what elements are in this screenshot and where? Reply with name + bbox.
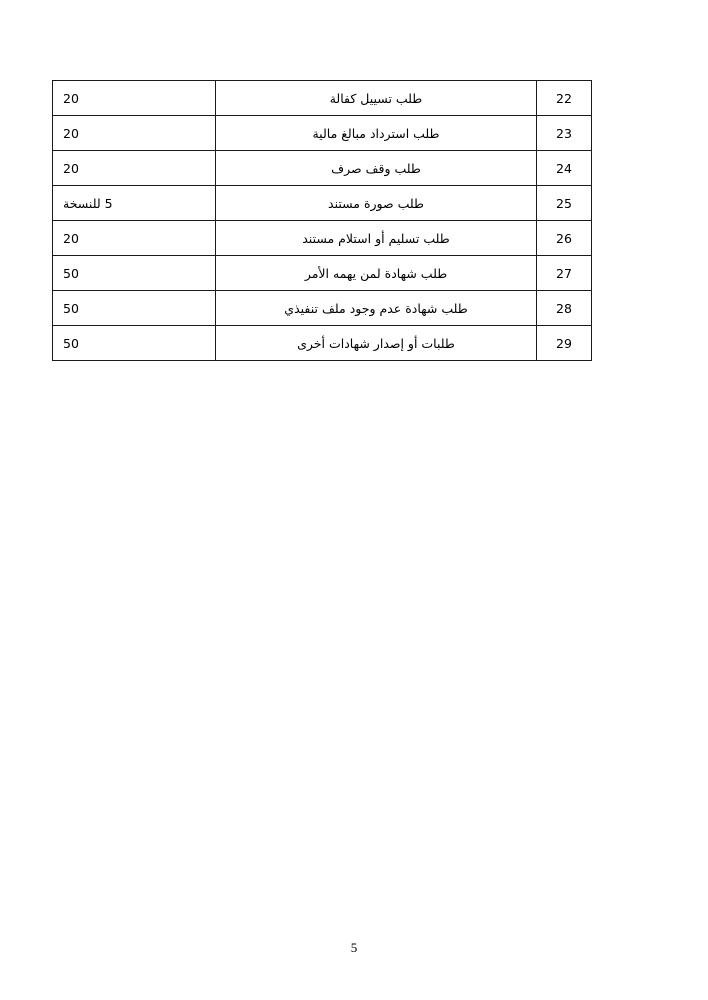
row-description-cell: طلبات أو إصدار شهادات أخرى	[216, 326, 537, 361]
row-description-cell: طلب استرداد مبالغ مالية	[216, 116, 537, 151]
page-number: 5	[350, 940, 358, 955]
row-number-cell: 27	[537, 256, 592, 291]
row-fee-cell: 20	[53, 151, 216, 186]
fees-table-container	[63, 80, 592, 361]
table-row	[53, 256, 592, 291]
row-description-cell: طلب شهادة عدم وجود ملف تنفيذي	[216, 291, 537, 326]
row-number-cell: 29	[537, 326, 592, 361]
row-fee-cell: 50	[53, 291, 216, 326]
row-number-cell: 25	[537, 186, 592, 221]
fees-table	[52, 80, 592, 361]
table-row	[53, 291, 592, 326]
row-fee-cell: 50	[53, 256, 216, 291]
row-description-cell: طلب تسليم أو استلام مستند	[216, 221, 537, 256]
row-number-cell: 26	[537, 221, 592, 256]
row-fee-cell: 20	[53, 116, 216, 151]
table-row	[53, 186, 592, 221]
row-description-cell: طلب وقف صرف	[216, 151, 537, 186]
row-description-cell: طلب تسييل كفالة	[216, 81, 537, 116]
row-description-cell: طلب شهادة لمن يهمه الأمر	[216, 256, 537, 291]
table-row	[53, 151, 592, 186]
row-number-cell: 28	[537, 291, 592, 326]
fees-table-body	[53, 81, 592, 361]
row-number-cell: 22	[537, 81, 592, 116]
row-fee-cell: 5 للنسخة	[53, 186, 216, 221]
row-description-cell: طلب صورة مستند	[216, 186, 537, 221]
row-number-cell: 23	[537, 116, 592, 151]
table-row	[53, 326, 592, 361]
table-row	[53, 116, 592, 151]
row-number-cell: 24	[537, 151, 592, 186]
row-fee-cell: 20	[53, 221, 216, 256]
row-fee-cell: 20	[53, 81, 216, 116]
row-fee-cell: 50	[53, 326, 216, 361]
table-row	[53, 81, 592, 116]
table-row	[53, 221, 592, 256]
